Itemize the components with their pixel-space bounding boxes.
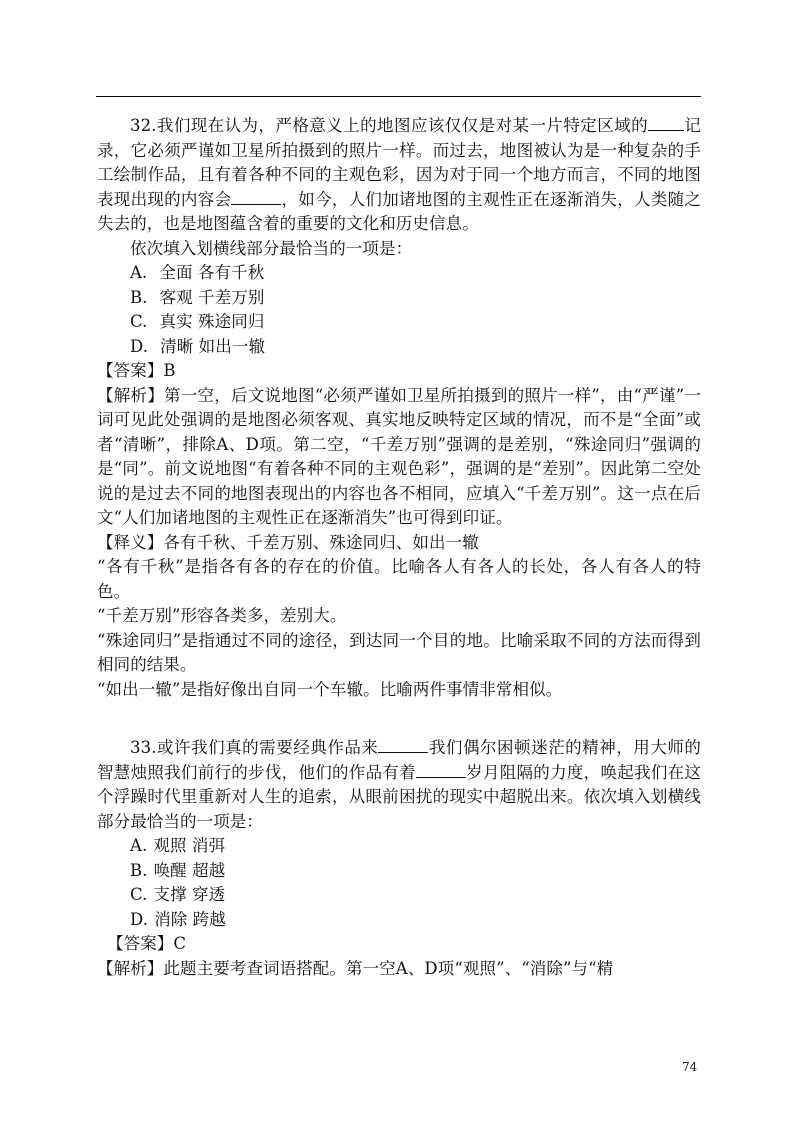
q33-stem-part3: 岁月阻隔的力度，唤起我们在这个浮躁时代里重新对人生的追索，从眼前困扰的现实中超脱出来。依次填入划横线部分最恰当的一项是： <box>97 762 701 831</box>
q33-option-c: C. 支撑 穿透 <box>130 885 226 904</box>
q32-shiyi-3: “殊途同归”是指通过不同的途径，到达同一个目的地。比喻采取不同的方法而得到相同的结果。 <box>97 630 701 674</box>
q32-blank-2 <box>231 203 281 205</box>
q33-option-a: A. 观照 消弭 <box>130 836 226 855</box>
q32-stem <box>97 114 701 237</box>
header-rule <box>96 96 701 97</box>
q32-option-b: B. 客观 千差万别 <box>130 287 265 307</box>
q32-shiyi-title: 【释义】各有千秋、千差万别、殊途同归、如出一辙 <box>97 532 479 552</box>
q32-option-c: C. 真实 殊途同归 <box>130 312 265 331</box>
q33-blank-2 <box>416 776 466 778</box>
q32-analysis: 【解析】第一空，后文说地图“必须严谨如卫星所拍摄到的照片一样”，由“严谨”一词可见此处强调的是地图必须客观、真实地反映特定区域的情况，而不是“全面”或者“清晰”，排除A、D项。第二空，“千差万别”强调的是差别，“殊途同归”强调的是“同”。前文说地图“有着各种不同的主观色彩”，强调的是“差别”。因此第二空处说的是过去不同的地图表现出的内容也各不相同，应填入“千差万别”。这一点在后文“人们加诸地图的主观性正在逐渐消失”也可得到印证。 <box>97 385 701 527</box>
q33-option-d: D. 消除 跨越 <box>130 909 226 929</box>
q32-stem-part1: 32.我们现在认为，严格意义上的地图应该仅仅是对某一片特定区域的 <box>130 116 649 135</box>
q32-shiyi-2: “千差万别”形容各类多，差别大。 <box>97 606 347 625</box>
q32-option-d: D. 清晰 如出一辙 <box>130 336 266 356</box>
q32-shiyi-4: “如出一辙”是指好像出自同一个车辙。比喻两件事情非常相似。 <box>97 679 563 699</box>
q32-stem-part3: ，如今，人们加诸地图的主观性正在逐渐消失，人类随之失去的，也是地图蕴含着的重要的文化和历史信息。 <box>97 189 701 233</box>
q32-option-a: A. 全面 各有千秋 <box>130 263 265 282</box>
page-content <box>97 114 701 981</box>
q32-prompt: 依次填入划横线部分最恰当的一项是： <box>130 238 413 258</box>
q33-stem <box>97 736 701 834</box>
q33-option-b: B. 唤醒 超越 <box>130 860 226 880</box>
q32-shiyi-1: “各有千秋”是指各有各的存在的价值。比喻各人有各人的长处，各人有各人的特色。 <box>97 557 701 601</box>
q33-answer: 【答案】C <box>107 934 187 953</box>
q32-blank-1 <box>648 129 684 131</box>
q32-stem-part2: 记录，它必须严谨如卫星所拍摄到的照片一样。而过去，地图被认为是一种复杂的手工绘制作品，且有着各种不同的主观色彩，因为对于同一个地方而言，不同的地图表现出现的内容会 <box>97 116 701 209</box>
page-number: 74 <box>682 1060 698 1074</box>
q33-stem-part1: 33.或许我们真的需要经典作品来 <box>130 738 379 757</box>
section-gap <box>97 702 701 736</box>
q32-answer: 【答案】B <box>97 361 176 380</box>
q33-stem-part2: 我们偶尔困顿迷茫的精神，用大师的智慧烛照我们前行的步伐，他们的作品有着 <box>97 738 701 782</box>
q33-block <box>97 736 701 981</box>
q33-analysis: 【解析】此题主要考查词语搭配。第一空A、D项“观照”、“消除”与“精 <box>97 958 614 978</box>
q33-blank-1 <box>378 751 428 753</box>
